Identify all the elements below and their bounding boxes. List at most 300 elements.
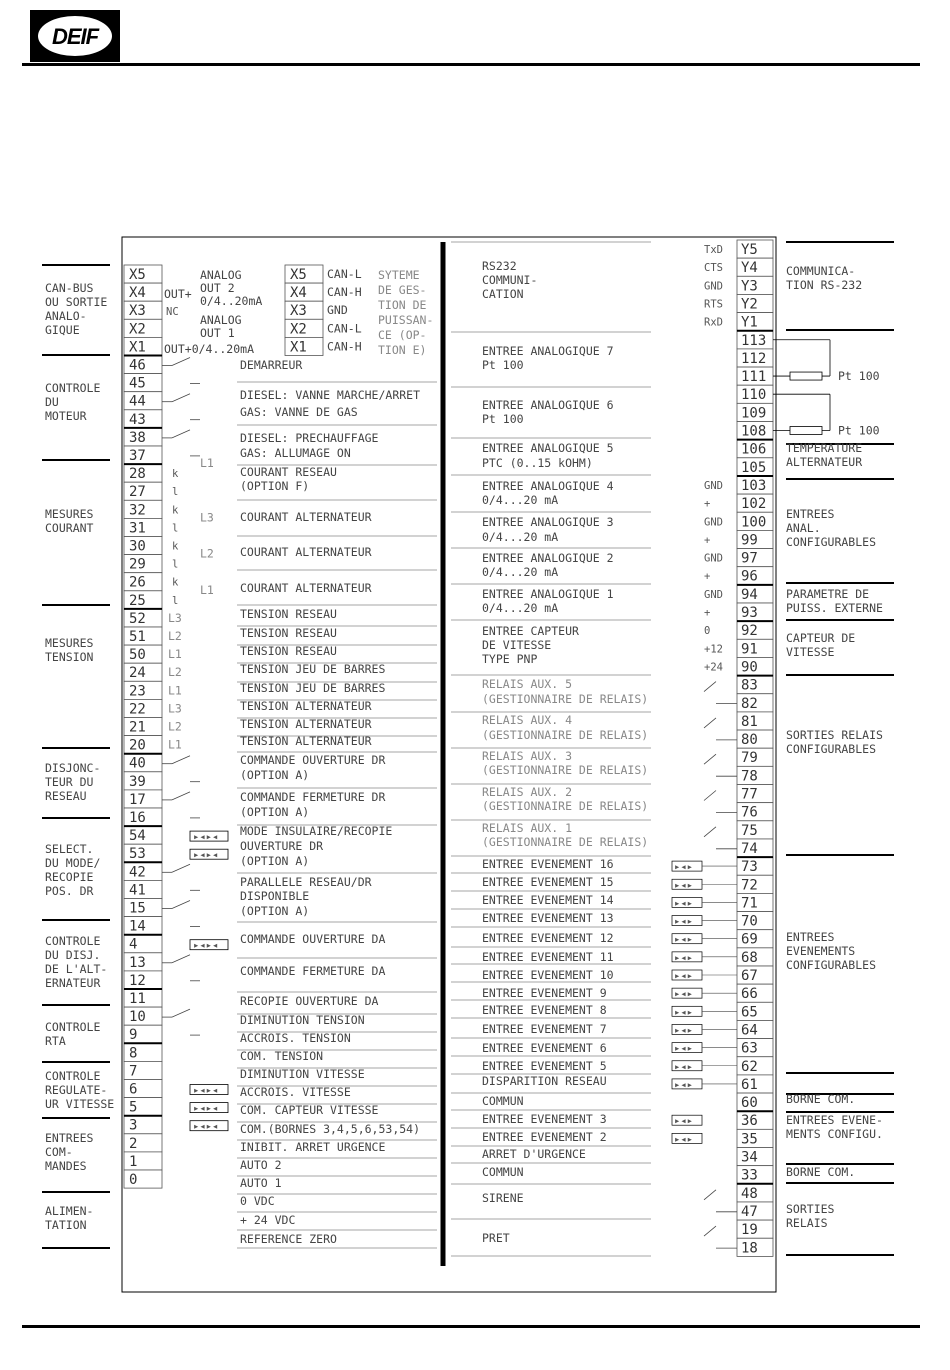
relay-contact xyxy=(704,718,716,728)
right-terminal-number: Y5 xyxy=(741,242,758,258)
right-group-label: RELAIS xyxy=(786,1216,828,1230)
left-function-label: ACCROIS. VITESSE xyxy=(240,1085,351,1099)
left-terminal-number: 2 xyxy=(129,1135,138,1152)
right-terminal-number: 108 xyxy=(741,423,767,440)
left-terminal-number: 5 xyxy=(129,1099,138,1116)
right-function-label: ENTREE EVENEMENT 13 xyxy=(482,911,614,925)
left-terminal-number: 21 xyxy=(129,719,146,736)
can-signal-label: CAN-H xyxy=(327,339,362,354)
right-terminal-number: 77 xyxy=(741,786,758,803)
left-group-label: CAN-BUS xyxy=(45,281,94,295)
right-group-label: CONFIGURABLES xyxy=(786,535,877,549)
optocoupler-glyph: ▸◂▸ xyxy=(674,988,693,1001)
left-function-label: DIMINUTION VITESSE xyxy=(240,1067,365,1081)
right-terminal-number: 18 xyxy=(741,1240,758,1257)
left-group-label: MESURES xyxy=(45,507,94,521)
left-function-label: DIESEL: VANNE MARCHE/ARRET xyxy=(240,388,421,402)
left-group-label: RESEAU xyxy=(45,789,87,803)
kl-label: l xyxy=(172,522,179,535)
right-group-label: BORNE COM. xyxy=(786,1092,856,1106)
right-terminal-number: 110 xyxy=(741,387,767,404)
left-group-label: UR VITESSE xyxy=(45,1097,115,1111)
right-pin-label: +12 xyxy=(704,643,723,656)
right-function-label: ENTREE EVENEMENT 7 xyxy=(482,1022,607,1036)
left-function-label: DEMARREUR xyxy=(240,358,303,372)
right-group-label: ENTREES xyxy=(786,930,835,944)
phase-label: L1 xyxy=(168,683,182,698)
right-group-label: CONFIGURABLES xyxy=(786,742,877,756)
kl-label: k xyxy=(172,540,179,553)
right-function-label: ENTREE EVENEMENT 9 xyxy=(482,986,607,1000)
right-function-label: COMMUN xyxy=(482,1165,524,1179)
left-function-label: TENSION RESEAU xyxy=(240,607,337,621)
can-terminal-number: X1 xyxy=(290,339,307,356)
right-terminal-number: Y2 xyxy=(741,296,758,313)
right-terminal-number: 93 xyxy=(741,605,758,621)
relay-contact xyxy=(172,430,190,438)
right-function-label: Pt 100 xyxy=(482,358,524,372)
right-function-label: PTC (0..15 kOHM) xyxy=(482,456,593,470)
phase-label: L3 xyxy=(168,701,182,716)
left-terminal-number: 12 xyxy=(129,972,146,989)
relay-contact xyxy=(704,1226,716,1236)
left-group-label: CONTROLE xyxy=(45,934,101,948)
right-terminal-number: 48 xyxy=(741,1185,758,1202)
right-pin-label: 0 xyxy=(704,625,711,638)
right-function-label: ENTREE ANALOGIQUE 3 xyxy=(482,515,614,529)
left-function-label: COMMANDE OUVERTURE DA xyxy=(240,932,386,946)
right-function-label: ENTREE ANALOGIQUE 5 xyxy=(482,441,614,455)
phase-label: L2 xyxy=(168,665,182,680)
left-group-label: ENTREES xyxy=(45,1131,94,1145)
left-terminal-number: 46 xyxy=(129,357,146,374)
relay-contact xyxy=(172,394,190,402)
right-terminal-number: 99 xyxy=(741,532,758,549)
left-group-label: CONTROLE xyxy=(45,381,101,395)
left-terminal-number: 1 xyxy=(129,1153,138,1170)
left-terminal-number: 15 xyxy=(129,900,146,917)
right-function-label: ENTREE EVENEMENT 11 xyxy=(482,950,614,964)
phase-label: L2 xyxy=(168,719,182,734)
right-function-label: ENTREE EVENEMENT 6 xyxy=(482,1041,607,1055)
left-group-label: ANALO- xyxy=(45,309,87,323)
left-function-label: AUTO 1 xyxy=(240,1176,282,1190)
left-function-label: TENSION RESEAU xyxy=(240,626,337,640)
left-group-label: REGULATE- xyxy=(45,1083,108,1097)
left-group-label: CONTROLE xyxy=(45,1020,101,1034)
relay-contact xyxy=(704,682,716,692)
right-terminal-number: Y1 xyxy=(741,314,758,331)
right-function-label: RELAIS AUX. 4 xyxy=(482,713,573,727)
left-terminal-number: 4 xyxy=(129,936,138,953)
relay-contact xyxy=(172,1009,190,1017)
optocoupler-glyph: ▸◂▸ xyxy=(674,1060,693,1073)
right-function-label: ENTREE ANALOGIQUE 2 xyxy=(482,551,614,565)
kl-label: l xyxy=(172,486,179,499)
left-terminal-number: 43 xyxy=(129,411,146,428)
right-terminal-number: 47 xyxy=(741,1203,758,1220)
right-function-label: ENTREE EVENEMENT 15 xyxy=(482,875,614,889)
right-group-label: BORNE COM. xyxy=(786,1165,856,1179)
left-terminal-number: 30 xyxy=(129,538,146,555)
left-terminal-number: 7 xyxy=(129,1063,138,1080)
left-function-label: ACCROIS. TENSION xyxy=(240,1031,351,1045)
left-function-label: COMMANDE FERMETURE DA xyxy=(240,964,386,978)
right-terminal-number: 75 xyxy=(741,822,758,839)
left-function-label: GAS: ALLUMAGE ON xyxy=(240,446,351,460)
right-function-label: Pt 100 xyxy=(482,412,524,426)
left-group-label: DU MODE/ xyxy=(45,856,101,870)
left-function-label: (OPTION F) xyxy=(240,479,310,493)
phase-label: L1 xyxy=(168,647,182,662)
right-group-label: TEMPERATURE xyxy=(786,441,863,455)
left-function-label: COMMANDE OUVERTURE DR xyxy=(240,753,386,767)
right-function-label: (GESTIONNAIRE DE RELAIS) xyxy=(482,835,649,849)
relay-contact xyxy=(704,1190,716,1200)
left-group-label: DE L'ALT- xyxy=(45,962,108,976)
kl-label: k xyxy=(172,504,179,517)
right-terminal-number: 83 xyxy=(741,677,758,694)
left-function-label: COURANT ALTERNATEUR xyxy=(240,510,372,524)
right-terminal-number: 33 xyxy=(741,1167,758,1184)
left-terminal-number: 22 xyxy=(129,701,146,718)
can-description: TION DE xyxy=(378,298,427,312)
right-function-label: ENTREE ANALOGIQUE 4 xyxy=(482,479,614,493)
right-function-label: ENTREE CAPTEUR xyxy=(482,624,579,638)
left-function-label: TENSION ALTERNATEUR xyxy=(240,717,372,731)
left-function-label: AUTO 2 xyxy=(240,1158,282,1172)
right-function-label: ENTREE EVENEMENT 12 xyxy=(482,931,614,945)
left-group-label: COM- xyxy=(45,1145,73,1159)
left-function-label: TENSION RESEAU xyxy=(240,644,337,658)
left-terminal-number: 40 xyxy=(129,755,146,772)
can-description: SYTEME xyxy=(378,268,420,282)
left-function-label: DIESEL: PRECHAUFFAGE xyxy=(240,431,379,445)
left-function-label: COURANT ALTERNATEUR xyxy=(240,581,372,595)
right-pin-label: +24 xyxy=(704,661,723,674)
right-group-label: SORTIES RELAIS xyxy=(786,728,883,742)
kl-label: k xyxy=(172,576,179,589)
analog-pin-label: OUT+ xyxy=(164,287,192,301)
left-group-label: TATION xyxy=(45,1218,87,1232)
relay-contact xyxy=(704,791,716,801)
left-function-label: COURANT ALTERNATEUR xyxy=(240,545,372,559)
right-terminal-number: Y4 xyxy=(741,260,758,277)
optocoupler-glyph: ▸◂▸ xyxy=(674,1024,693,1037)
kl-label: l xyxy=(172,558,179,571)
right-terminal-number: 64 xyxy=(741,1022,758,1039)
right-terminal-number: 109 xyxy=(741,405,767,422)
optocoupler-glyph: ▸◂▸◂ xyxy=(193,1120,219,1133)
left-terminal-number: X3 xyxy=(129,303,146,320)
right-function-label: 0/4...20 mA xyxy=(482,565,559,579)
left-group-label: RTA xyxy=(45,1034,66,1048)
pt100-label: Pt 100 xyxy=(838,369,880,384)
left-terminal-number: 23 xyxy=(129,683,146,700)
relay-contact xyxy=(172,901,190,909)
left-group-label: GIQUE xyxy=(45,323,80,337)
left-terminal-number: 6 xyxy=(129,1081,138,1098)
right-function-label: ENTREE EVENEMENT 8 xyxy=(482,1003,607,1017)
optocoupler-glyph: ▸◂▸ xyxy=(674,861,693,874)
left-terminal-number: 37 xyxy=(129,448,146,464)
can-signal-label: GND xyxy=(327,303,348,318)
right-function-label: RS232 xyxy=(482,259,517,273)
optocoupler-glyph: ▸◂▸◂ xyxy=(193,849,219,862)
left-function-label: (OPTION A) xyxy=(240,805,310,819)
optocoupler-glyph: ▸◂▸◂ xyxy=(193,1102,219,1115)
right-group-label: CONFIGURABLES xyxy=(786,958,877,972)
right-terminal-number: 61 xyxy=(741,1076,758,1093)
right-pin-label: + xyxy=(704,570,711,583)
left-function-label: + 24 VDC xyxy=(240,1213,296,1227)
right-function-label: ENTREE ANALOGIQUE 6 xyxy=(482,398,614,412)
right-terminal-number: 72 xyxy=(741,877,758,894)
right-function-label: ENTREE EVENEMENT 10 xyxy=(482,968,614,982)
pt100-label: Pt 100 xyxy=(838,423,880,438)
right-terminal-number: 70 xyxy=(741,913,758,930)
left-terminal-number: X1 xyxy=(129,339,146,356)
right-function-label: (GESTIONNAIRE DE RELAIS) xyxy=(482,799,649,813)
left-function-label: COM. TENSION xyxy=(240,1049,324,1063)
right-terminal-number: 102 xyxy=(741,496,767,513)
right-function-label: 0/4...20 mA xyxy=(482,601,559,615)
left-terminal-number: 26 xyxy=(129,574,146,591)
left-function-label: PARALLELE RESEAU/DR xyxy=(240,875,372,889)
can-signal-label: CAN-H xyxy=(327,285,362,300)
right-function-label: TYPE PNP xyxy=(482,652,538,666)
left-group-label: MESURES xyxy=(45,636,94,650)
right-terminal-number: 74 xyxy=(741,840,758,857)
left-function-label: TENSION JEU DE BARRES xyxy=(240,662,386,676)
left-terminal-number: 3 xyxy=(129,1117,138,1134)
right-pin-label: + xyxy=(704,498,711,511)
right-terminal-number: 106 xyxy=(741,441,767,458)
can-terminal-number: X5 xyxy=(290,267,307,283)
right-terminal-number: 60 xyxy=(741,1095,758,1112)
left-terminal-number: 38 xyxy=(129,429,146,446)
right-group-label: ANAL. xyxy=(786,521,821,535)
right-group-label: ALTERNATEUR xyxy=(786,455,863,469)
left-terminal-number: 24 xyxy=(129,665,146,682)
right-pin-label: GND xyxy=(704,479,723,492)
left-function-label: INIBIT. ARRET URGENCE xyxy=(240,1140,386,1154)
right-group-label: EVENEMENTS xyxy=(786,944,856,958)
left-terminal-number: X4 xyxy=(129,285,146,302)
right-group-label: ENTREES EVENE- xyxy=(786,1113,883,1127)
optocoupler-glyph: ▸◂▸ xyxy=(674,970,693,982)
right-terminal-number: 94 xyxy=(741,586,758,603)
right-terminal-number: 113 xyxy=(741,332,767,349)
left-terminal-number: 41 xyxy=(129,882,146,899)
left-group-label: TENSION xyxy=(45,650,94,664)
left-group-label: COURANT xyxy=(45,521,94,535)
right-terminal-number: 35 xyxy=(741,1131,758,1148)
right-pin-label: + xyxy=(704,534,711,547)
left-terminal-number: 42 xyxy=(129,864,146,881)
left-function-label: COMMANDE FERMETURE DR xyxy=(240,790,386,804)
right-terminal-number: 71 xyxy=(741,895,758,912)
analog-out-label: ANALOG xyxy=(200,313,242,327)
right-function-label: ENTREE EVENEMENT 14 xyxy=(482,893,614,907)
left-group-label: POS. DR xyxy=(45,884,94,898)
left-function-label: 0 VDC xyxy=(240,1194,275,1208)
right-terminal-number: 63 xyxy=(741,1040,758,1057)
right-terminal-number: 69 xyxy=(741,931,758,948)
right-terminal-number: 65 xyxy=(741,1004,758,1021)
analog-pin-label: NC xyxy=(166,306,179,318)
optocoupler-glyph: ▸◂▸ xyxy=(674,951,693,964)
right-pin-label: RxD xyxy=(704,316,723,329)
right-group-label: PARAMETRE DE xyxy=(786,587,870,601)
optocoupler-glyph: ▸◂▸ xyxy=(674,1006,693,1019)
right-pin-label: RTS xyxy=(704,298,723,311)
phase-label: L1 xyxy=(200,582,214,597)
left-terminal-number: 25 xyxy=(129,592,146,609)
left-group-label: MOTEUR xyxy=(45,409,87,423)
right-terminal-number: 82 xyxy=(741,695,758,712)
left-group-label: DISJONC- xyxy=(45,761,101,775)
right-terminal-number: 97 xyxy=(741,550,758,567)
left-terminal-number: 28 xyxy=(129,466,146,483)
right-terminal-number: 112 xyxy=(741,350,767,367)
left-group-label: CONTROLE xyxy=(45,1069,101,1083)
right-pin-label: + xyxy=(704,607,711,619)
pt100-sensor-icon xyxy=(790,372,822,380)
can-terminal-number: X3 xyxy=(290,303,307,320)
right-group-label: TION RS-232 xyxy=(786,278,863,292)
left-terminal-number: 8 xyxy=(129,1045,138,1062)
right-group-label: MENTS CONFIGU. xyxy=(786,1127,883,1141)
right-terminal-number: 105 xyxy=(741,459,767,476)
kl-label: k xyxy=(172,468,179,481)
left-terminal-number: 51 xyxy=(129,629,146,645)
left-terminal-number: 27 xyxy=(129,484,146,501)
optocoupler-glyph: ▸◂▸◂ xyxy=(193,939,219,952)
left-function-label: DISPONIBLE xyxy=(240,889,310,903)
can-terminal-number: X2 xyxy=(290,321,307,338)
left-terminal-number: 9 xyxy=(129,1027,138,1044)
right-terminal-number: 19 xyxy=(741,1222,758,1239)
left-function-label: (OPTION A) xyxy=(240,854,310,868)
phase-label: L3 xyxy=(168,610,182,625)
right-function-label: DE VITESSE xyxy=(482,638,552,652)
left-terminal-number: 20 xyxy=(129,737,146,754)
left-function-label: COM. CAPTEUR VITESSE xyxy=(240,1103,379,1117)
can-terminal-number: X4 xyxy=(290,285,307,302)
right-terminal-number: 111 xyxy=(741,369,767,386)
right-function-label: CATION xyxy=(482,287,524,301)
left-terminal-number: 17 xyxy=(129,791,146,808)
right-group-label: SORTIES xyxy=(786,1202,835,1216)
right-function-label: 0/4...20 mA xyxy=(482,530,559,544)
optocoupler-glyph: ▸◂▸ xyxy=(674,879,693,892)
optocoupler-glyph: ▸◂▸ xyxy=(674,1078,693,1091)
relay-contact xyxy=(172,864,190,872)
left-terminal-number: X2 xyxy=(129,321,146,338)
optocoupler-glyph: ▸◂▸◂ xyxy=(193,1084,219,1097)
left-group-label: DU xyxy=(45,395,59,409)
phase-label: L2 xyxy=(200,546,214,561)
left-terminal-number: 0 xyxy=(129,1172,138,1188)
left-terminal-number: 44 xyxy=(129,393,146,410)
can-description: DE GES- xyxy=(378,283,427,297)
left-terminal-number: 39 xyxy=(129,773,146,790)
can-signal-label: CAN-L xyxy=(327,267,362,281)
right-group-label: PUISS. EXTERNE xyxy=(786,601,883,615)
right-function-label: DISPARITION RESEAU xyxy=(482,1074,607,1088)
right-terminal-number: 34 xyxy=(741,1149,758,1166)
right-terminal-number: 73 xyxy=(741,859,758,876)
right-function-label: ENTREE EVENEMENT 16 xyxy=(482,857,614,871)
right-function-label: RELAIS AUX. 3 xyxy=(482,749,573,763)
right-function-label: RELAIS AUX. 5 xyxy=(482,677,573,691)
left-terminal-number: 32 xyxy=(129,502,146,519)
right-pin-label: GND xyxy=(704,280,723,293)
optocoupler-glyph: ▸◂▸ xyxy=(674,1133,693,1146)
phase-label: L1 xyxy=(200,456,214,471)
right-group-label: VITESSE xyxy=(786,645,835,659)
relay-contact xyxy=(704,754,716,764)
left-function-label: DIMINUTION TENSION xyxy=(240,1013,365,1027)
right-terminal-number: 78 xyxy=(741,768,758,785)
analog-out-label: OUT 1 xyxy=(200,326,235,340)
right-terminal-number: 68 xyxy=(741,949,758,966)
left-group-label: OU SORTIE xyxy=(45,295,108,309)
right-pin-label: GND xyxy=(704,588,723,601)
left-terminal-number: 10 xyxy=(129,1009,146,1026)
right-function-label: (GESTIONNAIRE DE RELAIS) xyxy=(482,763,649,777)
left-terminal-number: X5 xyxy=(129,267,146,283)
right-terminal-number: 66 xyxy=(741,986,758,1003)
left-function-label: (OPTION A) xyxy=(240,904,310,918)
left-terminal-number: 14 xyxy=(129,918,146,935)
left-function-label: COM.(BORNES 3,4,5,6,53,54) xyxy=(240,1122,421,1136)
left-group-label: MANDES xyxy=(45,1159,87,1173)
right-pin-label: GND xyxy=(704,516,723,529)
right-terminal-number: 92 xyxy=(741,623,758,640)
left-group-label: ERNATEUR xyxy=(45,976,101,990)
right-function-label: (GESTIONNAIRE DE RELAIS) xyxy=(482,692,649,706)
relay-contact xyxy=(704,827,716,837)
right-terminal-number: 36 xyxy=(741,1113,758,1130)
left-terminal-number: 13 xyxy=(129,954,146,971)
left-group-label: DU DISJ. xyxy=(45,948,101,962)
left-function-label: TENSION JEU DE BARRES xyxy=(240,681,386,695)
right-terminal-number: 67 xyxy=(741,968,758,984)
analog-out-label: OUT+0/4..20mA xyxy=(164,342,255,356)
right-group-label: COMMUNICA- xyxy=(786,264,856,278)
left-group-label: TEUR DU xyxy=(45,775,94,789)
left-function-label: RECOPIE OUVERTURE DA xyxy=(240,994,379,1008)
analog-out-label: OUT 2 xyxy=(200,281,235,295)
analog-out-label: 0/4..20mA xyxy=(200,294,263,308)
left-terminal-number: 31 xyxy=(129,520,146,537)
optocoupler-glyph: ▸◂▸ xyxy=(674,933,693,946)
right-function-label: SIRENE xyxy=(482,1191,524,1205)
left-function-label: REFERENCE ZERO xyxy=(240,1232,337,1246)
relay-contact xyxy=(172,792,190,800)
left-function-label: (OPTION A) xyxy=(240,768,310,782)
right-function-label: ENTREE EVENEMENT 2 xyxy=(482,1130,607,1144)
left-function-label: TENSION ALTERNATEUR xyxy=(240,734,372,748)
can-description: CE (OP- xyxy=(378,328,427,342)
left-function-label: TENSION ALTERNATEUR xyxy=(240,699,372,713)
right-terminal-number: 80 xyxy=(741,732,758,749)
right-pin-label: GND xyxy=(704,552,723,565)
right-function-label: COMMUN xyxy=(482,1094,524,1108)
right-function-label: ENTREE ANALOGIQUE 1 xyxy=(482,587,614,601)
